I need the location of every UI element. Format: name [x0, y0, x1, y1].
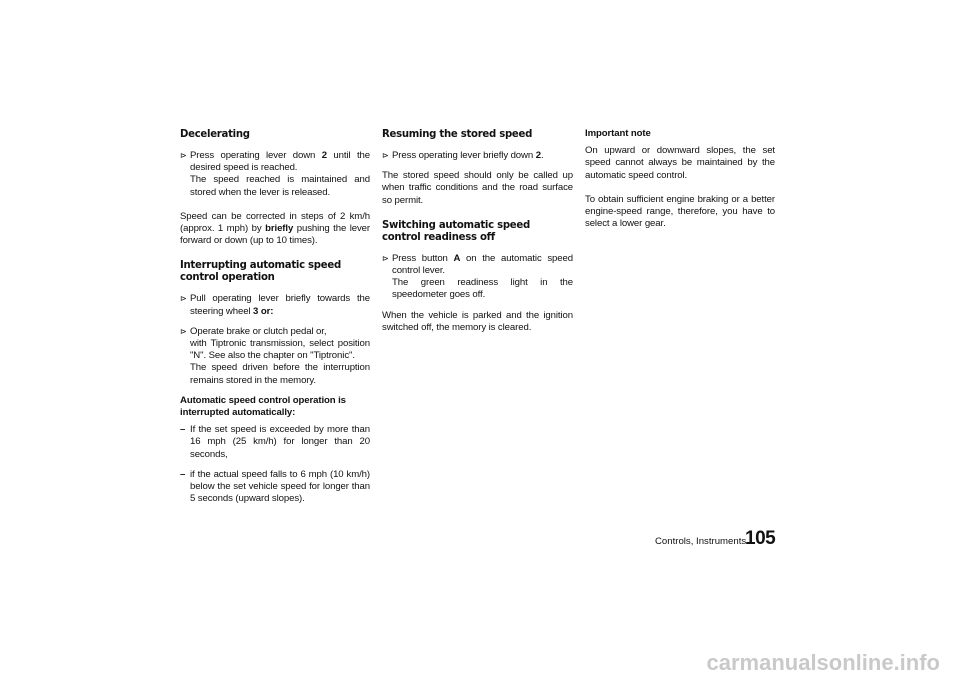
- paragraph-slopes: On upward or downward slopes, the set speed cannot always be maintained by the automatic speed control.: [585, 145, 775, 181]
- bullet-item: [382, 253, 573, 302]
- heading-decelerating: Decelerating: [180, 127, 250, 140]
- dash-marker: –: [180, 468, 186, 480]
- bullet-text: Operate brake or clutch pedal or,: [190, 325, 327, 337]
- arrow-bullet-icon: ⊳: [382, 151, 389, 160]
- paragraph-speed-correction: [180, 211, 370, 248]
- bullet-item: [180, 150, 370, 199]
- dash-item: [180, 469, 370, 506]
- bullet-text: until the desired speed is reached.: [190, 150, 370, 174]
- paragraph-text: Speed can be corrected in steps of 2 km/h (approx. 1 mph) by: [180, 210, 370, 235]
- bullet-bold: 2: [321, 150, 327, 161]
- bullet-bold: A: [453, 252, 461, 264]
- bullet-text: .: [540, 150, 544, 161]
- arrow-bullet-icon: ⊳: [180, 294, 187, 304]
- arrow-bullet-icon: ⊳: [180, 151, 187, 160]
- bullet-text: Press operating lever briefly down: [392, 150, 536, 161]
- column-middle: [382, 128, 573, 342]
- heading-resuming: Resuming the stored speed: [382, 127, 533, 140]
- bullet-item: [180, 326, 370, 387]
- paragraph-engine-braking: To obtain sufficient engine braking or a better engine-speed range, therefore, you have to select a lower gear.: [585, 193, 775, 230]
- arrow-bullet-icon: ⊳: [180, 326, 187, 336]
- bullet-text: Press button: [392, 252, 454, 264]
- dash-marker: –: [180, 424, 186, 436]
- page-footer: [655, 528, 775, 548]
- paragraph-stored-speed: The stored speed should only be called up when traffic conditions and the road surface so permit.: [382, 170, 573, 206]
- bullet-text: Pull operating lever briefly towards the steering wheel: [190, 293, 370, 317]
- bullet-text-line2: The speed reached is maintained and stored when the lever is released.: [190, 174, 370, 198]
- bullet-text: on the automatic speed control lever.: [392, 252, 573, 277]
- bullet-bold: 2: [535, 150, 541, 161]
- heading-interrupting: Interrupting automatic speed control operation: [180, 258, 341, 284]
- bullet-text: Press operating lever down: [190, 150, 322, 161]
- page-number: 105: [745, 528, 776, 549]
- bullet-item: [382, 150, 573, 162]
- dash-item: [180, 424, 370, 461]
- dash-text: If the set speed is exceeded by more than 16 mph (25 km/h) for longer than 20 seconds,: [190, 424, 370, 460]
- bullet-item: [180, 293, 370, 317]
- section-label: Controls, Instruments: [655, 536, 747, 547]
- heading-important-note: Important note: [585, 128, 651, 139]
- bullet-text-line2: The green readiness light in the speedometer goes off.: [392, 277, 573, 301]
- paragraph-text: pushing the lever forward or down (up to 10 times).: [180, 223, 370, 247]
- column-right: [585, 128, 775, 238]
- bullet-text-line3: The speed driven before the interruption remains stored in the memory.: [190, 362, 370, 386]
- bullet-text-line2: with Tiptronic transmission, select position "N". See also the chapter on "Tiptronic".: [190, 338, 370, 362]
- paragraph-bold: briefly: [265, 223, 294, 235]
- column-left: [180, 128, 370, 513]
- subheading-auto-interrupt: Automatic speed control operation is interrupted automatically:: [180, 394, 346, 419]
- watermark: carmanualsonline.info: [706, 650, 940, 675]
- paragraph-memory-cleared: When the vehicle is parked and the ignition switched off, the memory is cleared.: [382, 309, 573, 333]
- heading-switching-off: Switching automatic speed control readiness off: [382, 217, 530, 243]
- dash-text: if the actual speed falls to 6 mph (10 km/h) below the set vehicle speed for longer than 5 seconds (upward slopes).: [190, 468, 370, 505]
- arrow-bullet-icon: ⊳: [382, 253, 389, 263]
- bullet-bold: 3 or:: [253, 305, 274, 317]
